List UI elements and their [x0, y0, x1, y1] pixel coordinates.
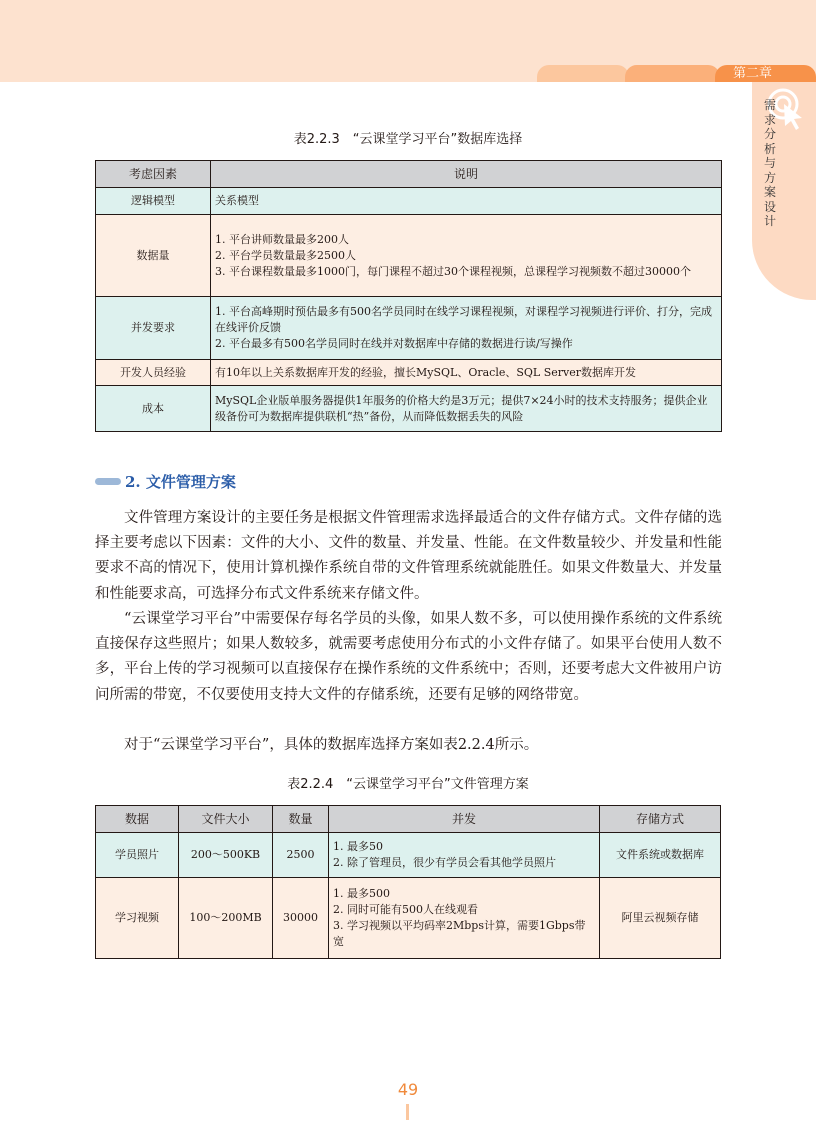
table1-caption: 表2.2.3 “云课堂学习平台”数据库选择 [293, 132, 523, 147]
paragraph: “云课堂学习平台”中需要保存每名学员的头像，如果人数不多，可以使用操作系统的文件系统直接保存这些照片；如果人数较多，就需要考虑使用分布式的小文件存储了。如果平台使用人数不多，平台上传的学习视频可以直接保存在操作系统的文件系统中；否则，还要考虑大文件被用户访问所需的带宽，不仅要使用支持大文件的存储系统，还要有足够的网络带宽。 [95, 611, 722, 703]
header-tab [537, 65, 629, 82]
desc-cell [211, 188, 722, 215]
desc-cell [211, 386, 722, 432]
desc-cell [211, 297, 722, 360]
header-cell: 考虑因素 [96, 161, 211, 188]
desc-line: 关系模型 [215, 194, 259, 207]
factor-cell: 逻辑模型 [96, 188, 211, 215]
header-cell: 数据 [96, 806, 179, 833]
heading-bar [95, 478, 121, 485]
header-cell: 数量 [273, 806, 329, 833]
factor-cell: 数据量 [96, 215, 211, 297]
size-cell: 200～500KB [179, 833, 273, 878]
desc-line: 2. 平台学员数量最多2500人 [215, 248, 356, 262]
desc-line: 3. 平台课程数量最多1000门，每门课程不超过30个课程视频，总课程学习视频数不超过30000个 [215, 264, 691, 278]
paragraph: 对于“云课堂学习平台”，具体的数据库选择方案如表2.2.4所示。 [124, 737, 539, 753]
header-tab [625, 65, 720, 82]
desc-line: 有10年以上关系数据库开发的经验，擅长MySQL、Oracle、SQL Server数据库开发 [215, 365, 636, 379]
concurrency-line: 3. 学习视频以平均码率2Mbps计算，需要1Gbps带宽 [333, 919, 586, 948]
concurrency-line: 1. 最多500 [333, 887, 390, 900]
concurrency-line: 1. 最多50 [333, 840, 383, 853]
file-management-table [95, 805, 721, 959]
header-cell: 说明 [211, 161, 722, 188]
desc-line: MySQL企业版单服务器提供1年服务的价格大约是3万元；提供7×24小时的技术支持服务；提供企业级备份可为数据库提供联机“热”备份，从而降低数据丢失的风险 [215, 393, 708, 423]
side-chapter-title: 需求分析与方案设计 [764, 98, 777, 228]
section-title: 2. 文件管理方案 [125, 473, 236, 491]
database-table [95, 160, 722, 432]
desc-line: 1. 平台高峰期时预估最多有500名学员同时在线学习课程视频，对课程学习视频进行评价、打分，完成在线评价反馈 [215, 305, 712, 334]
storage-cell: 文件系统或数据库 [600, 833, 721, 878]
header-cell: 文件大小 [179, 806, 273, 833]
table2-caption: 表2.2.4 “云课堂学习平台”文件管理方案 [287, 777, 529, 792]
header-cell: 存储方式 [600, 806, 721, 833]
concurrency-line: 2. 同时可能有500人在线观看 [333, 903, 478, 916]
storage-cell: 阿里云视频存储 [600, 878, 721, 959]
header-cell: 并发 [329, 806, 600, 833]
paragraph: 文件管理方案设计的主要任务是根据文件管理需求选择最适合的文件存储方式。文件存储的选择主要考虑以下因素：文件的大小、文件的数量、并发量、性能。在文件数量较少、并发量和性能要求不高的情况下，使用计算机操作系统自带的文件管理系统就能胜任。如果文件数量大、并发量和性能要求高，可选择分布式文件系统来存储文件。 [95, 510, 722, 602]
concurrency-line: 2. 除了管理员，很少有学员会看其他学员照片 [333, 856, 556, 869]
page-number-rule [406, 1104, 409, 1120]
data-cell: 学习视频 [96, 878, 179, 959]
concurrency-cell [329, 833, 600, 878]
desc-cell [211, 360, 722, 386]
desc-cell [211, 215, 722, 297]
section-heading [95, 471, 236, 492]
data-cell: 学员照片 [96, 833, 179, 878]
factor-cell: 开发人员经验 [96, 360, 211, 386]
desc-line: 2. 平台最多有500名学员同时在线并对数据库中存储的数据进行读/写操作 [215, 337, 573, 350]
desc-line: 1. 平台讲师数量最多200人 [215, 232, 349, 246]
concurrency-cell [329, 878, 600, 959]
count-cell: 30000 [273, 878, 329, 959]
chapter-tab: 第二章 [715, 65, 816, 82]
page-number: 49 [397, 1080, 419, 1099]
count-cell: 2500 [273, 833, 329, 878]
size-cell: 100～200MB [179, 878, 273, 959]
factor-cell: 成本 [96, 386, 211, 432]
factor-cell: 并发要求 [96, 297, 211, 360]
